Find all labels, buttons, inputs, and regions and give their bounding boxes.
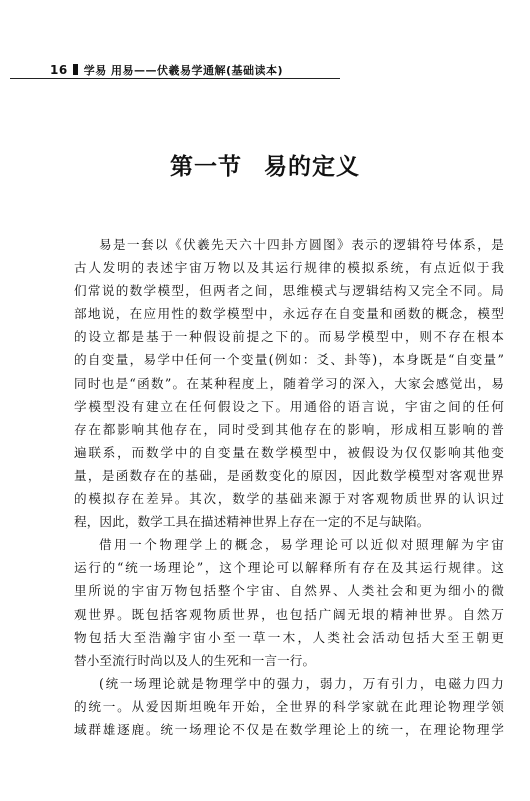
body-text — [74, 233, 504, 741]
section-number: 第一节 — [170, 154, 242, 180]
body-line: 物包括大至浩瀚宇宙小至一草一木，人类社会活动包括大至王朝更 — [74, 629, 504, 645]
running-head-rule — [10, 78, 340, 79]
body-line: 替小至流行时尚以及人的生死和一言一行。 — [74, 652, 316, 668]
body-line: 运行的“统一场理论”，这个理论可以解释所有存在及其运行规律。这 — [74, 560, 504, 576]
body-line: 易是一套以《伏羲先天六十四卦方圆图》表示的逻辑符号体系，是 — [99, 237, 504, 252]
body-line: 量，是函数存在的基础，是函数变化的原因，因此数学模型对客观世界 — [74, 467, 504, 483]
body-line: 借用一个物理学上的概念，易学理论可以近似对照理解为宇宙 — [99, 537, 504, 553]
page-number: 16 — [50, 63, 68, 77]
body-line: 域群雄逐鹿。统一场理论不仅是在数学理论上的统一，在理论物理学 — [74, 721, 504, 737]
body-line: 同时也是“函数”。在某种程度上，随着学习的深入，大家会感觉出，易 — [74, 375, 504, 391]
body-line: (统一场理论就是物理学中的强力，弱力，万有引力，电磁力四力 — [99, 675, 504, 691]
body-line: 的统一。从爱因斯坦晚年开始，全世界的科学家就在此理论物理学领 — [74, 698, 504, 714]
body-line: 古人发明的表述宇宙万物以及其运行规律的模拟系统，有点近似于我 — [74, 260, 504, 276]
running-head — [10, 56, 340, 80]
body-line: 的自变量，易学中任何一个变量(例如：爻、卦等)，本身既是“自变量” — [74, 352, 504, 368]
body-line: 存在都影响其他存在，同时受到其他存在的影响，形成相互影响的普 — [74, 421, 504, 437]
section-heading: 易的定义 — [264, 154, 360, 180]
running-head-title: 学易 用易——伏羲易学通解(基础读本) — [83, 64, 284, 77]
body-line: 程，因此，数学工具在描述精神世界上存在一定的不足与缺陷。 — [74, 514, 430, 530]
body-line: 们常说的数学模型，但两者之间，思维模式与逻辑结构又完全不同。局 — [74, 283, 504, 299]
body-line: 的设立都是基于一种假设前提之下的。而易学模型中，则不存在根本 — [74, 329, 504, 345]
running-head-content — [50, 62, 283, 78]
body-line: 部地说，在应用性的数学模型中，永远存在自变量和函数的概念，模型 — [74, 306, 504, 322]
body-line: 遍联系，而数学中的自变量在数学模型中，被假设为仅仅影响其他变 — [74, 444, 504, 460]
section-title — [0, 148, 530, 181]
running-head-bar-marker — [73, 64, 78, 75]
body-line: 观世界。既包括客观物质世界，也包括广阔无垠的精神世界。自然万 — [74, 606, 504, 622]
body-line: 学模型没有建立在任何假设之下。用通俗的语言说，宇宙之间的任何 — [74, 398, 504, 414]
body-line: 里所说的宇宙万物包括整个宇宙、自然界、人类社会和更为细小的微 — [74, 583, 504, 599]
body-line: 的模拟存在差异。其次，数学的基础来源于对客观物质世界的认识过 — [74, 491, 504, 507]
